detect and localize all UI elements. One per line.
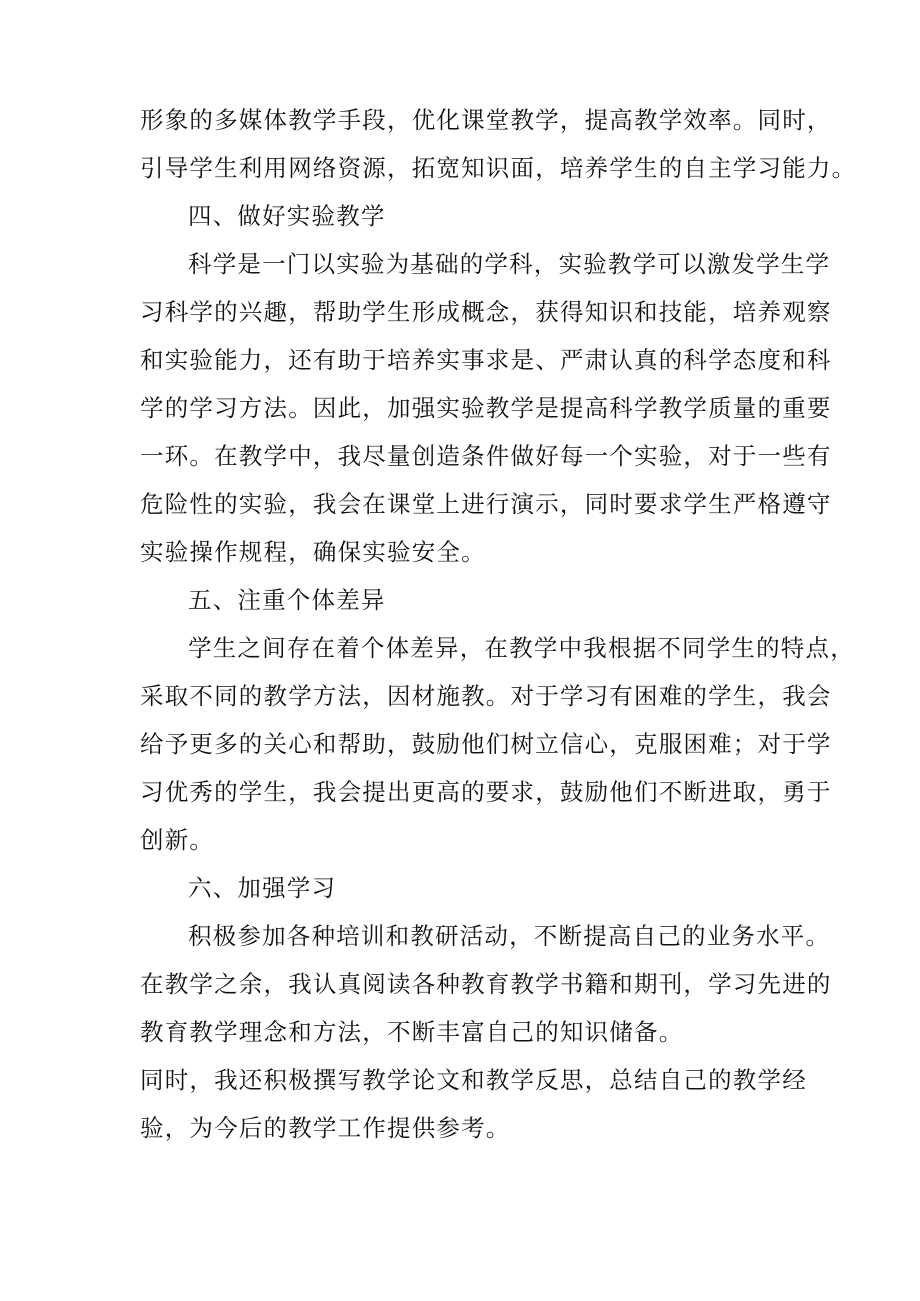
text-line: 在教学之余，我认真阅读各种教育教学书籍和期刊，学习先进的 [140, 970, 832, 998]
text-line: 引导学生利用网络资源，拓宽知识面，培养学生的自主学习能力。 [140, 154, 857, 182]
text-line: 学的学习方法。因此，加强实验教学是提高科学教学质量的重要 [140, 394, 832, 422]
text-line: 同时，我还积极撰写教学论文和教学反思，总结自己的教学经 [140, 1066, 807, 1094]
text-line: 学生之间存在着个体差异，在教学中我根据不同学生的特点， [188, 634, 855, 662]
text-line: 教育教学理念和方法，不断丰富自己的知识储备。 [140, 1018, 684, 1046]
section-heading: 四、做好实验教学 [188, 202, 386, 230]
text-line: 创新。 [140, 826, 215, 854]
text-line: 验，为今后的教学工作提供参考。 [140, 1114, 511, 1142]
text-line: 形象的多媒体教学手段，优化课堂教学，提高教学效率。同时， [140, 106, 832, 134]
text-line: 给予更多的关心和帮助，鼓励他们树立信心，克服困难；对于学 [140, 730, 832, 758]
document-body [140, 96, 857, 1152]
text-line: 采取不同的教学方法，因材施教。对于学习有困难的学生，我会 [140, 682, 832, 710]
text-line: 积极参加各种培训和教研活动，不断提高自己的业务水平。 [188, 922, 831, 950]
text-line: 习科学的兴趣，帮助学生形成概念，获得知识和技能，培养观察 [140, 298, 832, 326]
text-line: 科学是一门以实验为基础的学科，实验教学可以激发学生学 [188, 250, 831, 278]
text-line: 和实验能力，还有助于培养实事求是、严肃认真的科学态度和科 [140, 346, 832, 374]
text-line: 实验操作规程，确保实验安全。 [140, 538, 486, 566]
text-line: 一环。在教学中，我尽量创造条件做好每一个实验，对于一些有 [140, 442, 832, 470]
section-heading: 五、注重个体差异 [188, 586, 386, 614]
text-line: 习优秀的学生，我会提出更高的要求，鼓励他们不断进取，勇于 [140, 778, 832, 806]
text-line: 危险性的实验，我会在课堂上进行演示，同时要求学生严格遵守 [140, 490, 832, 518]
section-heading: 六、加强学习 [188, 874, 337, 902]
